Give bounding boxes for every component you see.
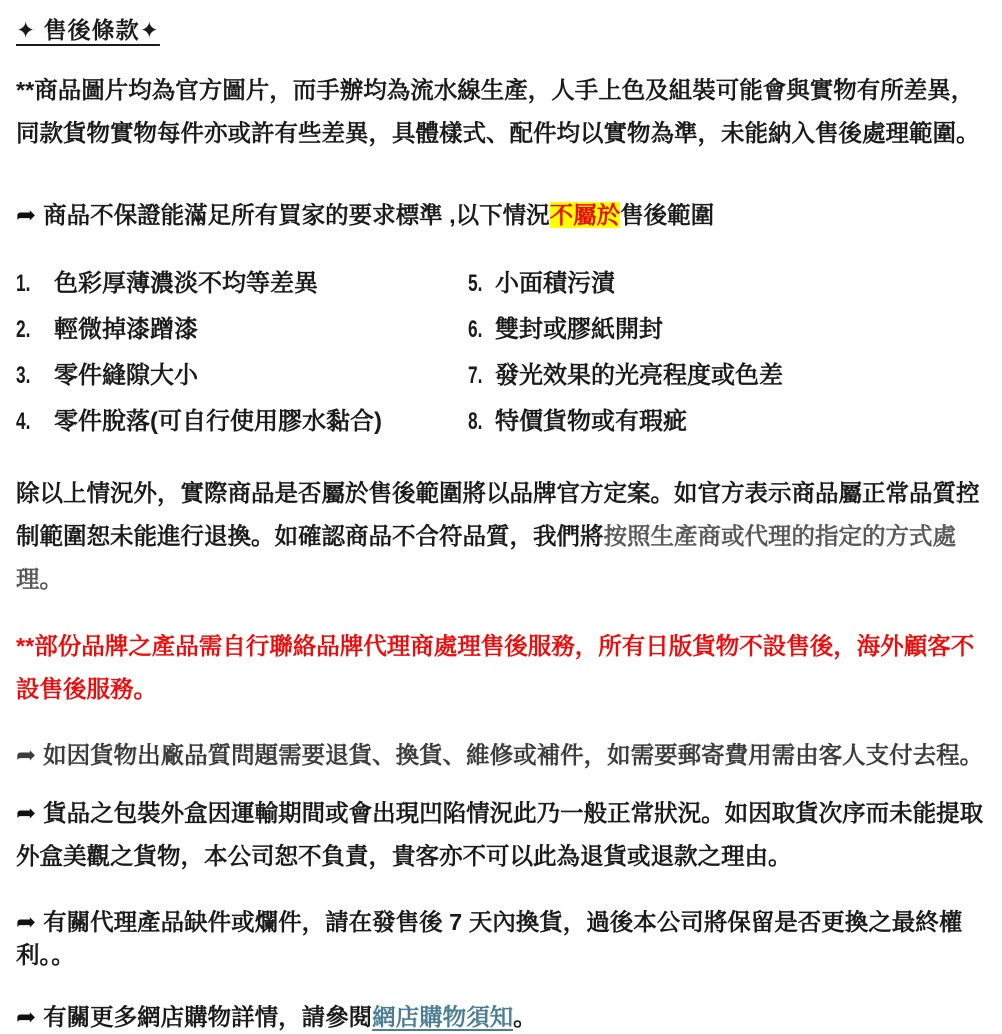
list-item-number: 8. [468, 408, 483, 435]
list-item-number: 4. [16, 408, 31, 435]
right-arrow-icon: ➦ [16, 908, 37, 936]
notice-text-before: 商品不保證能滿足所有買家的要求標準 ,以下情況 [43, 202, 550, 228]
packaging-dent-bullet [16, 792, 988, 878]
list-item [468, 362, 988, 390]
list-item-number: 3. [16, 362, 31, 389]
list-item [468, 270, 988, 298]
list-item [468, 408, 988, 436]
list-item [16, 316, 468, 344]
exclusion-list [16, 270, 988, 436]
list-item-number: 7. [468, 362, 483, 389]
right-arrow-icon: ➦ [16, 202, 37, 229]
page-title: ✦ 售後條款✦ [16, 17, 160, 43]
right-arrow-icon: ➦ [16, 1003, 37, 1031]
list-item-text: 雙封或膠紙開封 [495, 316, 663, 343]
exclusion-list-left-column [16, 270, 468, 436]
list-item-text: 零件縫隙大小 [54, 362, 198, 389]
footer-text-after: 。 [513, 1003, 537, 1030]
list-item [16, 270, 468, 298]
list-item-text: 色彩厚薄濃淡不均等差異 [54, 270, 318, 297]
bullet-text: 如因貨物出廠品質問題需要退貨、換貨、維修或補件，如需要郵寄費用需由客人支付去程。 [43, 741, 984, 768]
notice-text-after: 售後範圍 [620, 202, 715, 228]
official-decision-paragraph [16, 472, 988, 601]
list-item [16, 362, 468, 390]
highlighted-not-covered: 不屬於 [549, 202, 621, 228]
exclusion-list-right-column [468, 270, 988, 436]
list-item-number: 5. [468, 270, 483, 297]
list-item-text: 發光效果的光亮程度或色差 [495, 362, 783, 389]
right-arrow-icon: ➦ [16, 799, 37, 827]
right-arrow-icon: ➦ [16, 741, 37, 769]
factory-defect-bullet [16, 739, 988, 772]
list-item-text: 特價貨物或有瑕疵 [495, 408, 687, 435]
bullet-text: 貨品之包裝外盒因運輸期間或會出現凹陷情況此乃一般正常狀況。如因取貨次序而未能提取外盒美觀之貨物，本公司恕不負責，貴客亦不可以此為退貨或退款之理由。 [16, 799, 984, 869]
list-item-number: 6. [468, 316, 483, 343]
list-item-number: 2. [16, 316, 31, 343]
list-item-text: 零件脫落(可自行使用膠水黏合) [54, 408, 382, 435]
more-info-line [16, 1001, 988, 1034]
list-item-text: 輕微掉漆蹭漆 [54, 316, 198, 343]
exclusion-notice-line [16, 199, 988, 232]
missing-broken-parts-bullet [16, 906, 988, 971]
brand-agent-red-notice: **部份品牌之產品需自行聯絡品牌代理商處理售後服務，所有日版貨物不設售後，海外顧客不設售後服務。 [16, 632, 975, 702]
shopping-guide-link[interactable]: 網店購物須知 [372, 1003, 514, 1030]
list-item [468, 316, 988, 344]
footer-text-before: 有關更多網店購物詳情，請參閱 [43, 1003, 373, 1030]
bullet-text: 有關代理產品缺件或爛件，請在發售後 7 天內換貨，過後本公司將保留是否更換之最終權利。。 [16, 908, 963, 968]
intro-paragraph: **商品圖片均為官方圖片，而手辦均為流水線生產，人手上色及組裝可能會與實物有所差異，同款貨物實物每件亦或許有些差異，具體樣式、配件均以實物為準，未能納入售後處理範圍。 [16, 77, 980, 146]
list-item-text: 小面積污漬 [495, 270, 615, 297]
policy-text-gray: 按照生產商或代理的指定的方式處理。 [16, 523, 956, 592]
list-item-number: 1. [16, 270, 31, 297]
list-item [16, 408, 468, 436]
policy-text-black: 除以上情況外，實際商品是否屬於售後範圍將以品牌官方定案。如官方表示商品屬正常品質控制範圍恕未能進行退換。如確認商品不合符品質，我們將 [16, 480, 980, 549]
